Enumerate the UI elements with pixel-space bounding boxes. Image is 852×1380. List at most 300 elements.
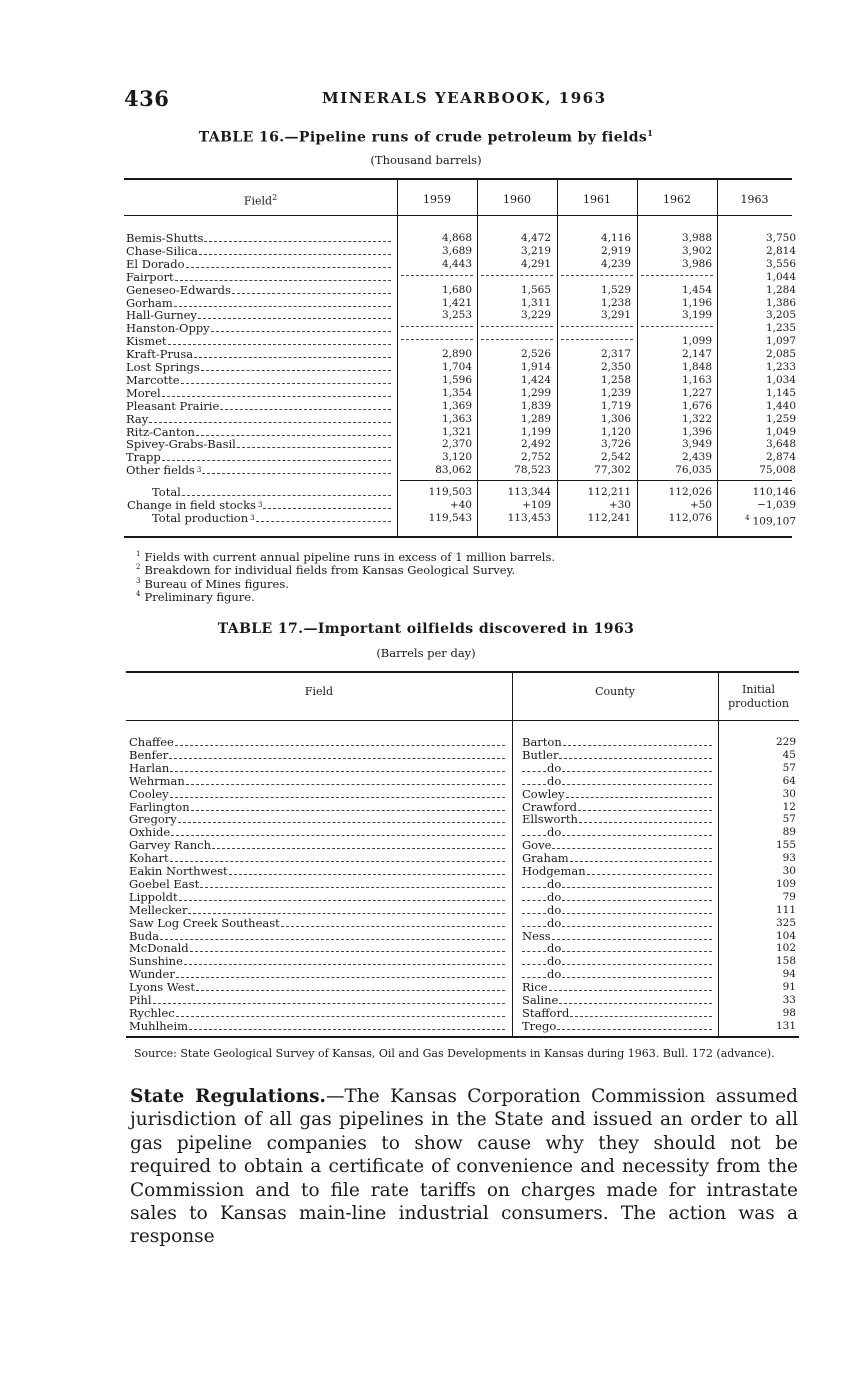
table16-cell: 2,814 [765, 244, 796, 257]
table16-leader-dots [256, 512, 391, 522]
table17-row [0, 852, 852, 865]
table17-field-name: Oxhide [129, 825, 171, 840]
table16-field-name: Spivey-Grabs-Basil [126, 437, 236, 452]
table17-field-name: Garvey Ranch [129, 838, 212, 853]
table16-field-name: Trapp [126, 450, 161, 465]
table16-cell: 4,472 [520, 232, 551, 244]
table16-total-note: 3 [250, 514, 255, 522]
table17-leader-dots [160, 930, 505, 940]
table16-cell: 3,291 [600, 309, 631, 322]
table17-county-label [522, 762, 712, 775]
table17-leader-dots [170, 852, 505, 862]
table16-field-name: Geneseo-Edwards [126, 282, 231, 297]
table17-row [0, 917, 852, 930]
table17-production-header-line2: production [728, 697, 789, 710]
table16-leader-dots [174, 297, 391, 307]
table16-field-header [124, 193, 397, 208]
table17-leader-dots [522, 775, 546, 785]
table16-cell: 1,238 [600, 296, 631, 309]
table16-cell: 1,034 [765, 373, 796, 386]
table16-total-cell [726, 512, 796, 529]
table16-total-cell [402, 486, 472, 499]
table16-leader-dots [182, 486, 391, 496]
table17-row [0, 1020, 852, 1033]
table16-total-note: 3 [257, 501, 263, 509]
table16-leader-dots [175, 271, 391, 281]
table16-cell: 83,062 [435, 464, 472, 477]
table17-field-label [129, 917, 505, 930]
table16-leader-dots [198, 309, 391, 319]
table17-top-rule [126, 671, 799, 673]
table17-production-cell: 91 [782, 981, 796, 994]
table16-cell: 2,439 [681, 451, 712, 464]
table17-leader-dots [562, 942, 712, 952]
table16-leader-dots [168, 335, 391, 345]
table16-empty-cell [401, 318, 473, 327]
table17-county-name: Stafford [522, 1005, 570, 1020]
table17-county-name: do [547, 876, 562, 891]
table16-row [0, 245, 852, 258]
table17-row [0, 826, 852, 839]
table16-cell: 2,752 [520, 451, 551, 464]
table16-cell: 1,306 [600, 412, 631, 425]
body-paragraph [130, 1085, 798, 1249]
table16-cell: 2,874 [765, 451, 796, 464]
table16-leader-dots [237, 438, 391, 448]
table17-row [0, 775, 852, 788]
table17-county-label [522, 749, 712, 762]
table17-leader-dots [188, 904, 505, 914]
table17-leader-dots [562, 917, 712, 927]
table16-year-header: 1959 [423, 193, 451, 206]
table17-field-header: Field [304, 685, 334, 698]
table16-total-label [152, 512, 391, 525]
table17-field-name: Rychlec [129, 1005, 175, 1020]
table17-field-name: Eakin Northwest [129, 864, 228, 878]
table17-county-label [522, 968, 712, 981]
table16-cell: 1,120 [600, 425, 631, 438]
table16-total-row [0, 511, 852, 528]
table16-cell: 1,454 [681, 283, 712, 296]
table16-field-label [126, 271, 391, 284]
table17-field-name: Buda [129, 928, 160, 943]
table16-cell: 1,235 [765, 322, 796, 335]
table17-leader-dots [169, 749, 505, 759]
table17-production-cell: 89 [782, 826, 796, 839]
table16-cell: 1,704 [441, 361, 472, 373]
table16-cell: 1,565 [520, 283, 551, 296]
table16-total-cell [726, 486, 796, 499]
table17-field-label [129, 955, 505, 968]
table17-header-rule [126, 720, 799, 721]
table16-leader-dots [202, 464, 391, 474]
table17-row [0, 930, 852, 943]
table16-cell: 2,492 [520, 438, 551, 451]
table16-cell: 1,284 [765, 283, 796, 296]
table16-cell: 1,259 [765, 412, 796, 425]
table17-leader-dots [522, 891, 546, 901]
table17-leader-dots [190, 942, 505, 952]
table16-cell: 2,919 [600, 244, 631, 257]
table16-field-label [126, 374, 391, 387]
table16-year-header: 1961 [583, 193, 611, 206]
table17-production-cell: 33 [782, 994, 796, 1006]
table16-cell: 2,890 [441, 348, 472, 361]
table17-field-name: Harlan [129, 760, 170, 775]
table17-county-name: do [547, 889, 562, 904]
table16-field-name: Fairport [126, 269, 174, 284]
table17-leader-dots [522, 762, 546, 772]
table16-row [0, 400, 852, 413]
table16-cell: 1,596 [441, 373, 472, 386]
table16-cell: 1,311 [520, 296, 551, 309]
table16-field-name: Ritz-Canton [126, 424, 195, 439]
table16-leader-dots [181, 374, 391, 384]
table16-leader-dots [220, 400, 391, 410]
table16-row [0, 374, 852, 387]
table16-cell: 2,147 [681, 348, 712, 361]
table17-field-name: Kohart [129, 851, 169, 866]
table16-cell: 75,008 [759, 464, 796, 477]
table17-production-cell: 12 [782, 800, 796, 813]
table17-field-label [129, 775, 505, 788]
table16-field-name: Gorham [126, 295, 173, 310]
table16-total-value: 112,211 [587, 486, 631, 498]
table16-total-cell [561, 486, 631, 499]
table16-leader-dots [263, 499, 391, 509]
table16-leader-dots [162, 387, 391, 397]
table16-cell: 2,542 [600, 451, 631, 464]
table17-leader-dots [552, 839, 712, 849]
table16-cell: 1,848 [681, 361, 712, 373]
table16-cell: 1,369 [441, 399, 472, 412]
table17-bottom-rule [126, 1036, 799, 1038]
table17-county-name: Butler [522, 747, 559, 762]
table17-county-label [522, 891, 712, 904]
table16-footnote-mark: 3 [136, 576, 141, 585]
table17-leader-dots [200, 878, 505, 888]
table16-leader-dots [194, 348, 391, 358]
table16-cell: 1,363 [441, 412, 472, 425]
table16-field-note: 3 [196, 466, 202, 475]
table16-row [0, 271, 852, 284]
table16-field-label [126, 413, 391, 426]
table16-row [0, 284, 852, 297]
table16-cell: 1,299 [520, 386, 551, 399]
table17-production-cell: 111 [775, 903, 796, 916]
table17-county-name: do [547, 825, 562, 840]
table16-footnote-text: Preliminary figure. [144, 589, 255, 604]
table16-cell: 77,302 [594, 464, 631, 477]
table17-leader-dots [587, 865, 712, 875]
table17-production-cell: 79 [782, 890, 796, 903]
table17-county-name: Graham [522, 851, 569, 866]
table17-leader-dots [549, 981, 712, 991]
table16-cell: 3,988 [681, 232, 712, 244]
table17-field-name: Farlington [129, 799, 190, 814]
table17-leader-dots [191, 801, 505, 811]
table16-cell: 1,676 [681, 399, 712, 412]
table16-field-name: Marcotte [126, 372, 180, 387]
table16-cell: 1,258 [600, 373, 631, 386]
table16-cell: 4,116 [600, 232, 631, 244]
table16-cell: 1,719 [600, 399, 631, 412]
table16-total-cell [642, 512, 712, 525]
table16-row [0, 387, 852, 400]
table16-leader-dots [196, 426, 391, 436]
table17-leader-dots [176, 968, 505, 978]
table16-field-header-text: Field [243, 194, 273, 208]
table16-cell: 3,726 [600, 438, 631, 451]
table16-cell: 1,145 [765, 386, 796, 399]
table17-row [0, 1007, 852, 1020]
table16-cell: 2,317 [600, 348, 631, 361]
table17-field-label [129, 736, 505, 749]
table17-field-label [129, 1007, 505, 1020]
table16-field-label [126, 258, 391, 271]
table17-field-name: Benfer [129, 747, 169, 762]
table16-cell: 1,424 [520, 373, 551, 386]
table17-production-cell: 45 [782, 748, 796, 761]
table17-field-name: McDonald [129, 941, 189, 956]
table17-field-label [129, 762, 505, 775]
table17-field-label [129, 878, 505, 891]
table17-title: TABLE 17.—Important oilfields discovered in 1963 [217, 621, 635, 637]
table17-field-name: Goebel East [129, 876, 200, 891]
table17-field-name: Sunshine [129, 954, 183, 969]
table17-leader-dots [522, 826, 546, 836]
table16-title: TABLE 16.—Pipeline runs of crude petroleum by fields$^1$ [198, 128, 654, 146]
table17-field-name: Wunder [129, 967, 175, 982]
table17-field-label [129, 813, 505, 826]
table17-county-label [522, 878, 712, 891]
table17-county-label [522, 788, 712, 801]
table16-field-name: Kismet [126, 334, 167, 349]
table16-cell: 3,750 [765, 232, 796, 244]
table17-county-name: do [547, 941, 562, 956]
table17-leader-dots [170, 788, 505, 798]
table16-field-name: Ray [126, 411, 149, 426]
table17-leader-dots [562, 904, 712, 914]
table16-leader-dots [199, 245, 391, 255]
table17-county-label [522, 917, 712, 930]
table17-leader-dots [570, 1007, 712, 1017]
table17-leader-dots [522, 904, 546, 914]
table16-row [0, 413, 852, 426]
table17-field-label [129, 904, 505, 917]
table16-cell: 3,120 [441, 451, 472, 464]
table16-total-cell [402, 512, 472, 525]
table16-total-row [0, 499, 852, 512]
table16-cell: 1,233 [765, 361, 796, 373]
table17-leader-dots [562, 826, 712, 836]
table17-production-cell: 30 [782, 865, 796, 877]
table16-cell: 3,556 [765, 257, 796, 270]
table16-total-value: −1,039 [757, 499, 796, 511]
table16-total-value: 119,503 [428, 486, 472, 498]
table16-cell: 1,289 [520, 412, 551, 425]
table16-field-name: Other fields [126, 463, 195, 478]
table16-field-header-note: 2 [272, 193, 278, 202]
table17-field-label [129, 981, 505, 994]
table16-cell: 76,035 [675, 464, 712, 477]
table16-field-name: Hall-Gurney [126, 308, 197, 323]
table17-leader-dots [522, 968, 546, 978]
table17-leader-dots [563, 736, 712, 746]
table16-cell: 3,949 [681, 438, 712, 451]
table17-leader-dots [196, 981, 505, 991]
section-lead: State Regulations. [130, 1086, 326, 1107]
table16-subtitle: (Thousand barrels) [370, 153, 482, 167]
table16-cell: 1,239 [600, 386, 631, 399]
table16-cell: 1,529 [600, 283, 631, 296]
table17-county-name: do [547, 760, 562, 775]
table16-leader-dots [204, 232, 391, 242]
table17-production-cell: 325 [775, 916, 796, 929]
table16-field-name: Morel [126, 385, 161, 400]
table17-production-cell: 94 [782, 968, 796, 981]
table16-year-header: 1962 [663, 193, 691, 206]
table17-field-name: Mellecker [129, 902, 188, 917]
table17-county-name: do [547, 915, 562, 930]
table17-leader-dots [562, 762, 712, 772]
table16-cell: 1,097 [765, 335, 796, 348]
table16-total-cell [481, 512, 551, 525]
table17-field-name: Gregory [129, 812, 177, 827]
table16-total-cell [481, 499, 551, 512]
table16-empty-cell [401, 331, 473, 340]
table16-cell: 3,205 [765, 309, 796, 322]
table17-row [0, 801, 852, 814]
table17-production-cell: 131 [775, 1019, 796, 1032]
table17-field-name: Wehrman [129, 773, 185, 788]
table16-cell: 1,440 [765, 399, 796, 412]
table16-total-value: 112,241 [587, 512, 631, 524]
table17-county-name: Barton [522, 735, 562, 749]
table16-total-cell [642, 486, 712, 499]
table17-leader-dots [175, 736, 505, 746]
table16-cell: 1,099 [681, 335, 712, 348]
table16-empty-cell [561, 331, 633, 340]
table16-field-name: Kraft-Prusa [126, 347, 194, 362]
table16-cell: 1,199 [520, 425, 551, 438]
table17-county-name: do [547, 902, 562, 917]
table16-field-name: El Dorado [126, 256, 185, 271]
table16-cell: 3,902 [681, 244, 712, 257]
body-text: —The Kansas Corporation Commission assumed jurisdiction of all gas pipelines in the State and issued an order to all gas pipeline companies to show cause why they should not be required to obtain a certificate of convenience and necessity from the Commission and to file rate tariffs on charges made for intrastate sales to Kansas main-line industrial consumers. The action was a response [130, 1086, 798, 1248]
table16-footnote-mark: 4 [136, 589, 141, 598]
table16-empty-cell [641, 267, 713, 276]
table16-empty-cell [401, 267, 473, 276]
table17-leader-dots [281, 917, 505, 927]
table17-field-name: Lyons West [129, 980, 196, 995]
table16-total-value: 112,026 [668, 486, 712, 498]
table17-production-cell: 64 [782, 774, 796, 787]
table16-leader-dots [149, 413, 391, 423]
table16-footnote-text: Fields with current annual pipeline runs in excess of 1 million barrels. [144, 549, 556, 564]
table16-cell: 2,526 [520, 348, 551, 361]
table17-leader-dots [559, 749, 712, 759]
table16-cell: 1,227 [681, 386, 712, 399]
table16-cell: 1,322 [681, 412, 712, 425]
table17-field-label [129, 891, 505, 904]
table17-leader-dots [522, 955, 546, 965]
table16-cell: 4,291 [520, 257, 551, 270]
table16-cell: 3,648 [765, 438, 796, 451]
table17-production-cell: 57 [782, 813, 796, 826]
table16-empty-cell [561, 318, 633, 327]
table17-county-name: Crawford [522, 799, 578, 814]
table16-leader-dots [186, 258, 391, 268]
table16-field-label [126, 400, 391, 413]
table16-total-value: +109 [522, 499, 551, 511]
table17-row [0, 942, 852, 955]
table17-county-name: Gove [522, 838, 552, 853]
table16-total-name: Total production [152, 511, 249, 525]
table16-empty-cell [481, 318, 553, 327]
table16-year-header: 1963 [740, 193, 769, 206]
table16-cell: 1,914 [520, 361, 551, 373]
table16-cell: 2,350 [600, 361, 631, 373]
table17-leader-dots [562, 955, 712, 965]
table16-field-name: Lost Springs [126, 360, 200, 374]
table16-total-value: 112,076 [668, 512, 712, 524]
table17-county-name: Trego [522, 1018, 557, 1033]
table16-field-label [126, 438, 391, 451]
table16-total-cell [726, 499, 796, 512]
table17-field-name: Lippoldt [129, 889, 178, 904]
table16-total-rule [400, 480, 792, 481]
table16-total-cell-note: 4 [745, 514, 750, 522]
table17-leader-dots [562, 775, 712, 785]
table17-leader-dots [229, 865, 505, 875]
table16-cell: 1,386 [765, 296, 796, 309]
table17-production-header-line1: Initial [742, 683, 775, 696]
table16-total-value: +30 [608, 499, 631, 511]
table17-leader-dots [212, 839, 505, 849]
table16-cell: 3,253 [441, 309, 472, 322]
table16-footnote-mark: 1 [136, 550, 141, 558]
table17-leader-dots [153, 994, 505, 1004]
table17-county-name: do [547, 954, 562, 969]
table16-cell: 1,049 [765, 425, 796, 438]
table16-cell: 1,839 [520, 399, 551, 412]
table16-cell: 1,680 [441, 283, 472, 296]
table17-row [0, 749, 852, 762]
table17-row [0, 788, 852, 801]
table17-county-name: Ellsworth [522, 812, 578, 827]
table17-source: Source: State Geological Survey of Kansas, Oil and Gas Developments in Kansas during 1963. Bull. 172 (advance). [134, 1047, 775, 1060]
table17-county-name: Saline [522, 993, 559, 1007]
table17-row [0, 878, 852, 891]
table16-total-value: 110,146 [752, 486, 796, 498]
table17-leader-dots [171, 826, 505, 836]
table17-county-label [522, 1020, 712, 1033]
table17-row [0, 955, 852, 968]
table17-county-name: Cowley [522, 786, 565, 801]
table16-empty-cell [481, 267, 553, 276]
table17-row [0, 736, 852, 749]
table16-year-header: 1960 [503, 193, 531, 206]
table16-total-name: Change in field stocks [127, 498, 256, 512]
table16-footnote [136, 588, 255, 604]
table17-leader-dots [189, 1020, 505, 1030]
table16-cell: 3,229 [520, 309, 551, 322]
table16-field-name: Chase-Silica [126, 243, 198, 258]
table16-cell: 3,219 [520, 244, 551, 257]
table17-leader-dots [178, 813, 505, 823]
table16-field-label [126, 245, 391, 258]
